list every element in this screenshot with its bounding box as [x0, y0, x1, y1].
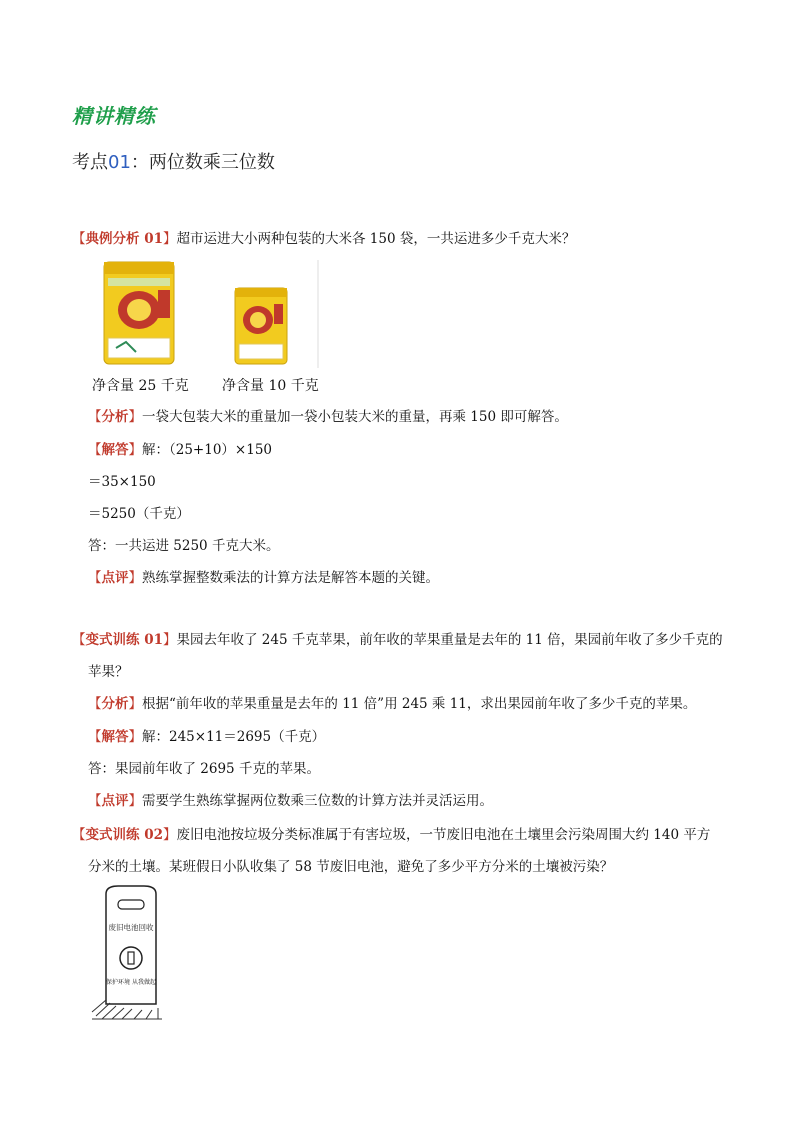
example1-tag-open: 【 [72, 231, 86, 247]
small-rice-bag [235, 288, 287, 364]
practice1-tag: 变式训练 01 [85, 632, 163, 648]
practice2-question-line2: 分米的土壤。某班假日小队收集了 58 节废旧电池，避免了多少平方分米的土壤被污染？ [88, 859, 614, 875]
example1-answer-line3: ＝5250（千克） [88, 506, 190, 522]
practice1-question-line2: 苹果？ [88, 664, 129, 680]
practice1-question: 【变式训练 01】果园去年收了 245 千克苹果，前年收的苹果重量是去年的 11 倍，果园前年收了多少千克的 [72, 632, 723, 648]
topic-prefix: 考点 [72, 152, 108, 173]
example1-answer-tag: 解答 [101, 442, 129, 458]
large-rice-bag [104, 262, 174, 364]
example1-analysis-text: 一袋大包装大米的重量加一袋小包装大米的重量，再乘 150 即可解答。 [142, 409, 568, 425]
practice1-answer-tag: 解答 [101, 729, 129, 745]
example1-answer-line4: 答：一共运进 5250 千克大米。 [88, 538, 280, 554]
section-title: 精讲精练 [72, 104, 156, 128]
topic-colon: ： [130, 152, 149, 173]
practice1-analysis: 【分析】根据“前年收的苹果重量是去年的 11 倍”用 245 乘 11，求出果园前年收了多少千克的苹果。 [88, 696, 697, 712]
practice1-answer: 【解答】解：245×11＝2695（千克） [88, 729, 326, 745]
topic-heading [72, 148, 275, 174]
practice2-question: 【变式训练 02】废旧电池按垃圾分类标准属于有害垃圾，一节废旧电池在土壤里会污染周围大约 140 平方 [72, 827, 711, 843]
example1-question-text: 超市运进大小两种包装的大米各 150 袋，一共运进多少千克大米？ [176, 231, 576, 247]
example1-analysis: 【分析】一袋大包装大米的重量加一袋小包装大米的重量，再乘 150 即可解答。 [88, 409, 568, 425]
practice1-comment-text: 需要学生熟练掌握两位数乘三位数的计算方法并灵活运用。 [142, 793, 493, 809]
example1-comment-tag: 点评 [101, 570, 129, 586]
bin-label-bottom: 保护环境 从我做起 [106, 979, 156, 986]
topic-title: 两位数乘三位数 [148, 152, 275, 173]
practice1-comment: 【点评】需要学生熟练掌握两位数乘三位数的计算方法并灵活运用。 [88, 793, 493, 809]
practice1-question-line1: 果园去年收了 245 千克苹果，前年收的苹果重量是去年的 11 倍，果园前年收了多少千克的 [176, 632, 723, 648]
example1-tag: 典例分析 01 [85, 231, 163, 247]
practice1-answer-line1: 解：245×11＝2695（千克） [142, 729, 326, 745]
example1-answer: 【解答】解：（25+10）×150 [88, 442, 272, 458]
practice2-tag: 变式训练 02 [85, 827, 163, 843]
practice1-answer-line2: 答：果园前年收了 2695 千克的苹果。 [88, 761, 320, 777]
rice-bags-image [96, 258, 321, 370]
example1-answer-line1: 解：（25+10）×150 [142, 442, 272, 458]
topic-number: 01 [108, 152, 131, 173]
practice1-comment-tag: 点评 [101, 793, 129, 809]
battery-recycling-bin-image [88, 882, 178, 1024]
practice2-question-line1: 废旧电池按垃圾分类标准属于有害垃圾，一节废旧电池在土壤里会污染周围大约 140 平方 [176, 827, 711, 843]
practice1-analysis-tag: 分析 [101, 696, 129, 712]
example1-comment-text: 熟练掌握整数乘法的计算方法是解答本题的关键。 [142, 570, 439, 586]
practice1-analysis-text: 根据“前年收的苹果重量是去年的 11 倍”用 245 乘 11，求出果园前年收了多少千克的苹果。 [142, 696, 697, 712]
bin-label-top: 废旧电池回收 [108, 923, 154, 932]
large-bag-label: 净含量 25 千克 [92, 378, 189, 394]
example1-question [72, 229, 575, 249]
example1-comment: 【点评】熟练掌握整数乘法的计算方法是解答本题的关键。 [88, 570, 439, 586]
example1-analysis-tag: 分析 [101, 409, 129, 425]
example1-answer-line2: ＝35×150 [88, 474, 156, 490]
small-bag-label: 净含量 10 千克 [222, 378, 319, 394]
example1-tag-close: 】 [163, 231, 177, 247]
